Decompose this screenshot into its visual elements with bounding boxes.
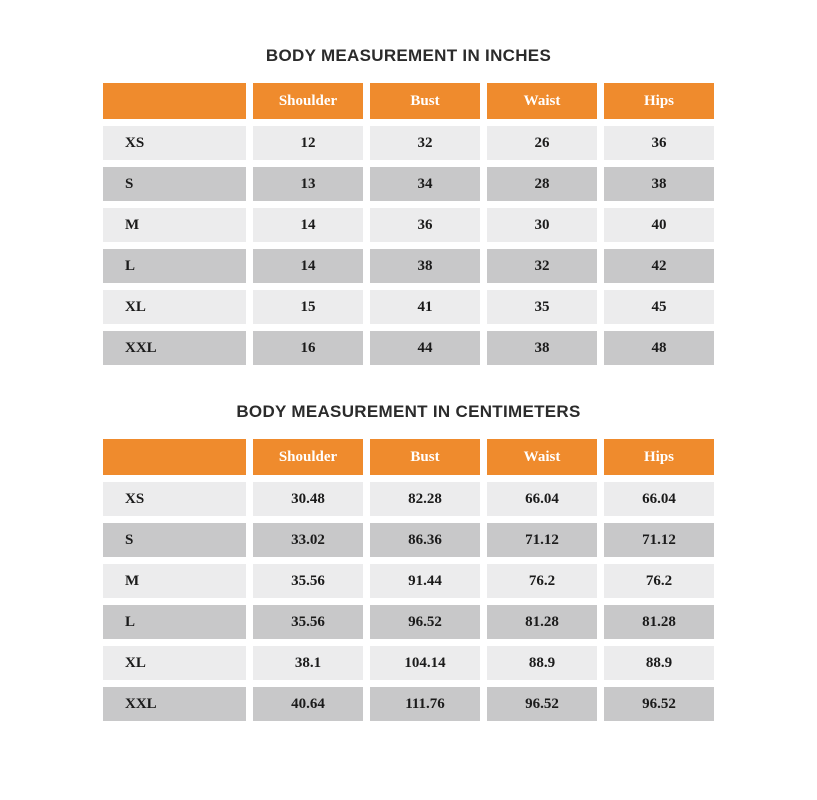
value-cell: 38.1 — [253, 646, 363, 680]
size-label-cell: XL — [103, 290, 246, 324]
size-label-cell: XL — [103, 646, 246, 680]
value-cell: 40.64 — [253, 687, 363, 721]
value-cell: 16 — [253, 331, 363, 365]
value-cell: 81.28 — [487, 605, 597, 639]
inches-table-section — [0, 46, 817, 365]
value-cell: 14 — [253, 208, 363, 242]
value-cell: 76.2 — [487, 564, 597, 598]
value-cell: 76.2 — [604, 564, 714, 598]
column-header-waist: Waist — [487, 83, 597, 119]
size-label-cell: M — [103, 564, 246, 598]
value-cell: 96.52 — [604, 687, 714, 721]
value-cell: 66.04 — [487, 482, 597, 516]
value-cell: 48 — [604, 331, 714, 365]
value-cell: 38 — [487, 331, 597, 365]
value-cell: 96.52 — [370, 605, 480, 639]
value-cell: 41 — [370, 290, 480, 324]
size-label-cell: L — [103, 249, 246, 283]
centimeters-size-table — [103, 439, 714, 721]
value-cell: 35.56 — [253, 605, 363, 639]
value-cell: 26 — [487, 126, 597, 160]
centimeters-table-section — [0, 402, 817, 721]
column-header-shoulder: Shoulder — [253, 83, 363, 119]
value-cell: 38 — [604, 167, 714, 201]
inches-table-title: BODY MEASUREMENT IN INCHES — [265, 46, 552, 65]
value-cell: 45 — [604, 290, 714, 324]
column-header-shoulder: Shoulder — [253, 439, 363, 475]
value-cell: 32 — [370, 126, 480, 160]
size-label-cell: L — [103, 605, 246, 639]
size-label-cell: S — [103, 167, 246, 201]
inches-size-table — [103, 83, 714, 365]
value-cell: 30.48 — [253, 482, 363, 516]
corner-header-cell — [103, 83, 246, 119]
size-label-cell: M — [103, 208, 246, 242]
size-label-cell: XXL — [103, 687, 246, 721]
value-cell: 30 — [487, 208, 597, 242]
value-cell: 35 — [487, 290, 597, 324]
size-label-cell: XS — [103, 482, 246, 516]
value-cell: 14 — [253, 249, 363, 283]
value-cell: 82.28 — [370, 482, 480, 516]
value-cell: 111.76 — [370, 687, 480, 721]
value-cell: 12 — [253, 126, 363, 160]
size-label-cell: XS — [103, 126, 246, 160]
value-cell: 33.02 — [253, 523, 363, 557]
value-cell: 13 — [253, 167, 363, 201]
value-cell: 36 — [370, 208, 480, 242]
value-cell: 40 — [604, 208, 714, 242]
value-cell: 88.9 — [487, 646, 597, 680]
value-cell: 91.44 — [370, 564, 480, 598]
size-label-cell: XXL — [103, 331, 246, 365]
value-cell: 104.14 — [370, 646, 480, 680]
column-header-hips: Hips — [604, 439, 714, 475]
value-cell: 88.9 — [604, 646, 714, 680]
corner-header-cell — [103, 439, 246, 475]
column-header-bust: Bust — [370, 439, 480, 475]
value-cell: 81.28 — [604, 605, 714, 639]
value-cell: 42 — [604, 249, 714, 283]
value-cell: 28 — [487, 167, 597, 201]
column-header-hips: Hips — [604, 83, 714, 119]
value-cell: 71.12 — [604, 523, 714, 557]
centimeters-table-title: BODY MEASUREMENT IN CENTIMETERS — [236, 402, 581, 421]
value-cell: 66.04 — [604, 482, 714, 516]
value-cell: 71.12 — [487, 523, 597, 557]
column-header-bust: Bust — [370, 83, 480, 119]
column-header-waist: Waist — [487, 439, 597, 475]
value-cell: 44 — [370, 331, 480, 365]
value-cell: 38 — [370, 249, 480, 283]
value-cell: 34 — [370, 167, 480, 201]
value-cell: 96.52 — [487, 687, 597, 721]
value-cell: 35.56 — [253, 564, 363, 598]
size-label-cell: S — [103, 523, 246, 557]
value-cell: 32 — [487, 249, 597, 283]
value-cell: 86.36 — [370, 523, 480, 557]
value-cell: 36 — [604, 126, 714, 160]
value-cell: 15 — [253, 290, 363, 324]
